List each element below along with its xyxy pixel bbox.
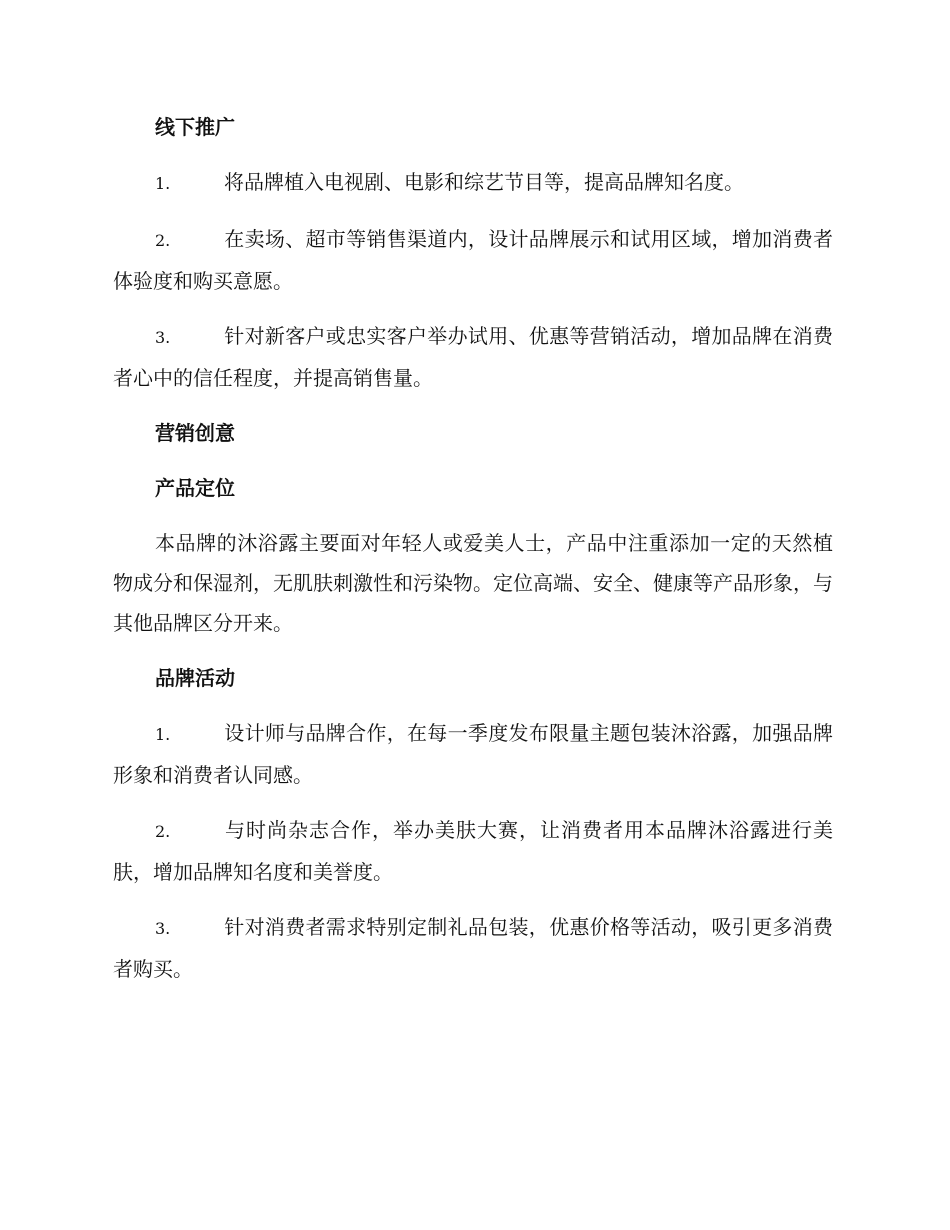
list-text: 将品牌植入电视剧、电影和综艺节目等，提高品牌知名度。 — [224, 170, 744, 194]
list-number: 1. — [155, 725, 171, 744]
list-item — [113, 810, 833, 892]
list-item — [113, 713, 833, 795]
list-number: 3. — [155, 919, 171, 938]
list-text: 设计师与品牌合作，在每一季度发布限量主题包装沐浴露，加强品牌形象和消费者认同感。 — [113, 721, 833, 787]
list-item — [113, 162, 833, 204]
list-number: 3. — [155, 328, 171, 347]
section-heading-offline-promotion: 线下推广 — [155, 115, 235, 139]
list-text: 在卖场、超市等销售渠道内，设计品牌展示和试用区域，增加消费者体验度和购买意愿。 — [113, 227, 833, 293]
list-item — [113, 316, 833, 398]
document-content — [113, 107, 833, 1004]
list-number: 1. — [155, 174, 171, 193]
list-text: 针对消费者需求特别定制礼品包装，优惠价格等活动，吸引更多消费者购买。 — [113, 915, 833, 981]
section-heading-product-positioning: 产品定位 — [155, 476, 235, 500]
section-heading-marketing-ideas: 营销创意 — [155, 421, 235, 445]
list-item — [113, 907, 833, 989]
list-text: 针对新客户或忠实客户举办试用、优惠等营销活动，增加品牌在消费者心中的信任程度，并提高销售量。 — [113, 324, 833, 390]
list-item — [113, 219, 833, 301]
list-text: 与时尚杂志合作，举办美肤大赛，让消费者用本品牌沐浴露进行美肤，增加品牌知名度和美誉度。 — [113, 818, 833, 884]
section-heading-brand-activities: 品牌活动 — [155, 666, 235, 690]
list-number: 2. — [155, 822, 171, 841]
list-number: 2. — [155, 231, 171, 250]
product-positioning-paragraph: 本品牌的沐浴露主要面对年轻人或爱美人士，产品中注重添加一定的天然植物成分和保湿剂，无肌肤刺激性和污染物。定位高端、安全、健康等产品形象，与其他品牌区分开来。 — [113, 531, 833, 635]
